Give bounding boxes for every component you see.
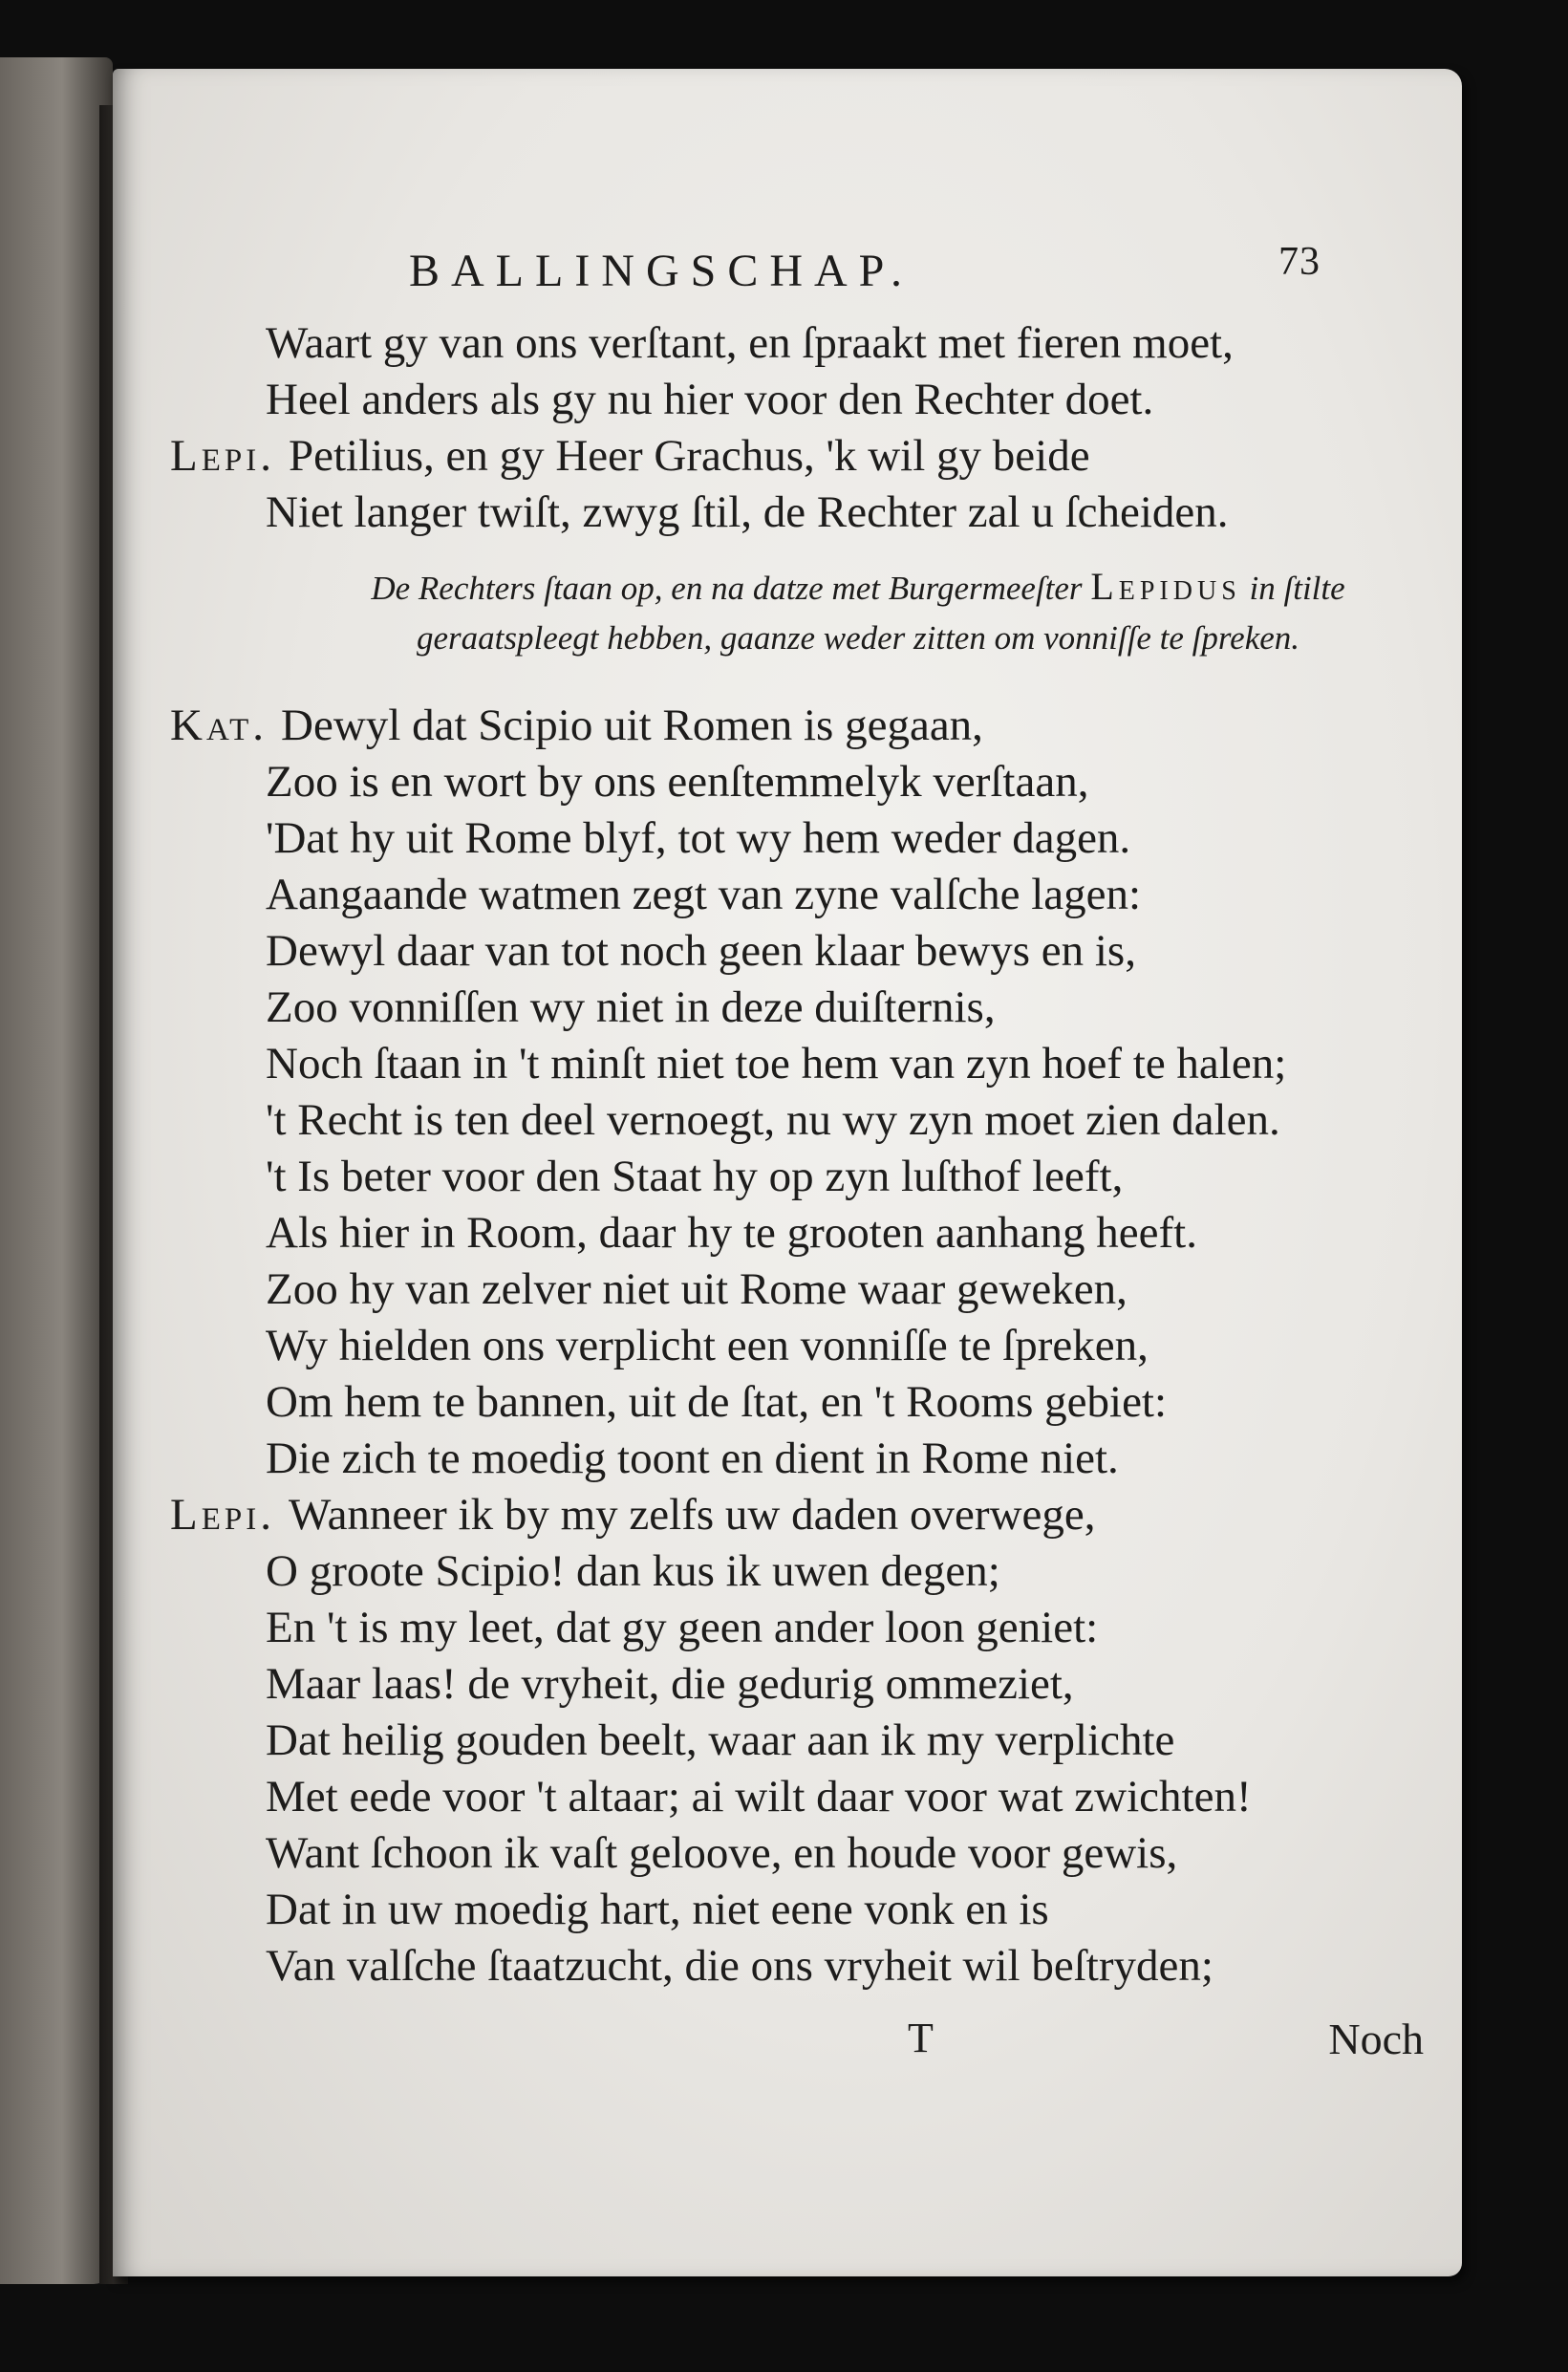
verse-line bbox=[170, 1543, 1422, 1600]
verse-text: Dewyl daar van tot noch geen klaar bewys en is, bbox=[266, 926, 1136, 976]
verse-text: Zoo hy van zelver niet uit Rome waar geweken, bbox=[266, 1264, 1128, 1314]
verse-text: Maar laas! de vryheit, die gedurig ommeziet, bbox=[266, 1659, 1074, 1709]
stage-direction-name: Lepidus bbox=[1090, 565, 1241, 608]
verse-text: Met eede voor 't altaar; ai wilt daar voor wat zwichten! bbox=[266, 1772, 1252, 1822]
stage-direction-text: De Rechters ſtaan op, en na datze met Burgermeeſter bbox=[371, 570, 1083, 607]
verse-line bbox=[170, 1374, 1422, 1431]
verse-line bbox=[170, 867, 1422, 923]
speaker-label: Kat. bbox=[170, 701, 268, 750]
verse-text: Dat in uw moedig hart, niet eene vonk en is bbox=[266, 1885, 1049, 1934]
speaker-label: Lepi. bbox=[170, 1490, 275, 1540]
verse-text: Om hem te bannen, uit de ſtat, en 't Rooms gebiet: bbox=[266, 1377, 1168, 1427]
verse-line bbox=[170, 1431, 1422, 1487]
verse-line bbox=[170, 372, 1422, 428]
verse-text: Petilius, en gy Heer Grachus, 'k wil gy beide bbox=[288, 431, 1090, 481]
left-page-edge bbox=[0, 57, 113, 2284]
verse-text: Die zich te moedig toont en dient in Rome niet. bbox=[266, 1434, 1119, 1483]
verse-line bbox=[170, 428, 1422, 485]
verse-line bbox=[170, 1825, 1422, 1882]
verse-text: Want ſchoon ik vaſt geloove, en houde voor gewis, bbox=[266, 1828, 1178, 1878]
verse-text: Dewyl dat Scipio uit Romen is gegaan, bbox=[281, 701, 983, 750]
verse-block-top bbox=[170, 315, 1422, 541]
verse-text: En 't is my leet, dat gy geen ander loon geniet: bbox=[266, 1603, 1099, 1652]
stage-direction bbox=[170, 562, 1422, 663]
verse-text: Heel anders als gy nu hier voor den Rechter doet. bbox=[266, 375, 1154, 424]
verse-line bbox=[170, 698, 1422, 754]
verse-text: Wy hielden ons verplicht een vonniſſe te ſpreken, bbox=[266, 1321, 1149, 1370]
running-head: BALLINGSCHAP. bbox=[409, 246, 914, 296]
verse-line bbox=[170, 923, 1422, 980]
verse-text: 't Is beter voor den Staat hy op zyn luſthof leeft, bbox=[266, 1152, 1124, 1201]
verse-text: Waart gy van ons verſtant, en ſpraakt met fieren moet, bbox=[266, 318, 1234, 368]
verse-line bbox=[170, 315, 1422, 372]
book-page bbox=[113, 69, 1462, 2276]
verse-text: Zoo is en wort by ons eenſtemmelyk verſtaan, bbox=[266, 757, 1089, 807]
verse-line bbox=[170, 754, 1422, 810]
speaker-label: Lepi. bbox=[170, 431, 275, 481]
verse-line bbox=[170, 1487, 1422, 1543]
verse-text: Wanneer ik by my zelfs uw daden overwege, bbox=[288, 1490, 1096, 1540]
verse-line bbox=[170, 1882, 1422, 1938]
verse-line bbox=[170, 1092, 1422, 1149]
verse-text: 't Recht is ten deel vernoegt, nu wy zyn moet zien dalen. bbox=[266, 1095, 1280, 1145]
verse-line bbox=[170, 1149, 1422, 1205]
verse-text: Niet langer twiſt, zwyg ſtil, de Rechter zal u ſcheiden. bbox=[266, 487, 1229, 537]
verse-text: Noch ſtaan in 't minſt niet toe hem van zyn hoef te halen; bbox=[266, 1039, 1287, 1089]
verse-text: 'Dat hy uit Rome blyf, tot wy hem weder dagen. bbox=[266, 813, 1131, 863]
verse-line bbox=[170, 1656, 1422, 1713]
verse-text: O groote Scipio! dan kus ik uwen degen; bbox=[266, 1546, 1000, 1596]
verse-text: Zoo vonniſſen wy niet in deze duiſternis, bbox=[266, 982, 996, 1032]
verse-line bbox=[170, 1261, 1422, 1318]
verse-line bbox=[170, 810, 1422, 867]
verse-line bbox=[170, 1205, 1422, 1261]
stage-direction-line-1 bbox=[170, 562, 1422, 614]
verse-line bbox=[170, 1938, 1422, 1995]
verse-line bbox=[170, 1600, 1422, 1656]
verse-line bbox=[170, 1318, 1422, 1374]
verse-line bbox=[170, 1769, 1422, 1825]
verse-line bbox=[170, 980, 1422, 1036]
verse-text: Dat heilig gouden beelt, waar aan ik my verplichte bbox=[266, 1715, 1175, 1765]
page-number: 73 bbox=[1278, 240, 1321, 284]
verse-line bbox=[170, 1036, 1422, 1092]
verse-text: Aangaande watmen zegt van zyne valſche lagen: bbox=[266, 870, 1142, 919]
verse-line bbox=[170, 485, 1422, 541]
text-block bbox=[170, 315, 1422, 1995]
verse-line bbox=[170, 1713, 1422, 1769]
verse-block-bottom bbox=[170, 698, 1422, 1995]
stage-direction-line-2: geraatspleegt hebben, gaanze weder zitten om vonniſſe te ſpreken. bbox=[416, 619, 1300, 657]
signature-mark: T bbox=[908, 2015, 934, 2061]
verse-text: Van valſche ſtaatzucht, die ons vryheit wil beſtryden; bbox=[266, 1941, 1214, 1991]
catchword: Noch bbox=[1328, 2015, 1424, 2063]
stage-direction-text-end: in ſtilte bbox=[1249, 570, 1345, 607]
verse-text: Als hier in Room, daar hy te grooten aanhang heeft. bbox=[266, 1208, 1197, 1258]
